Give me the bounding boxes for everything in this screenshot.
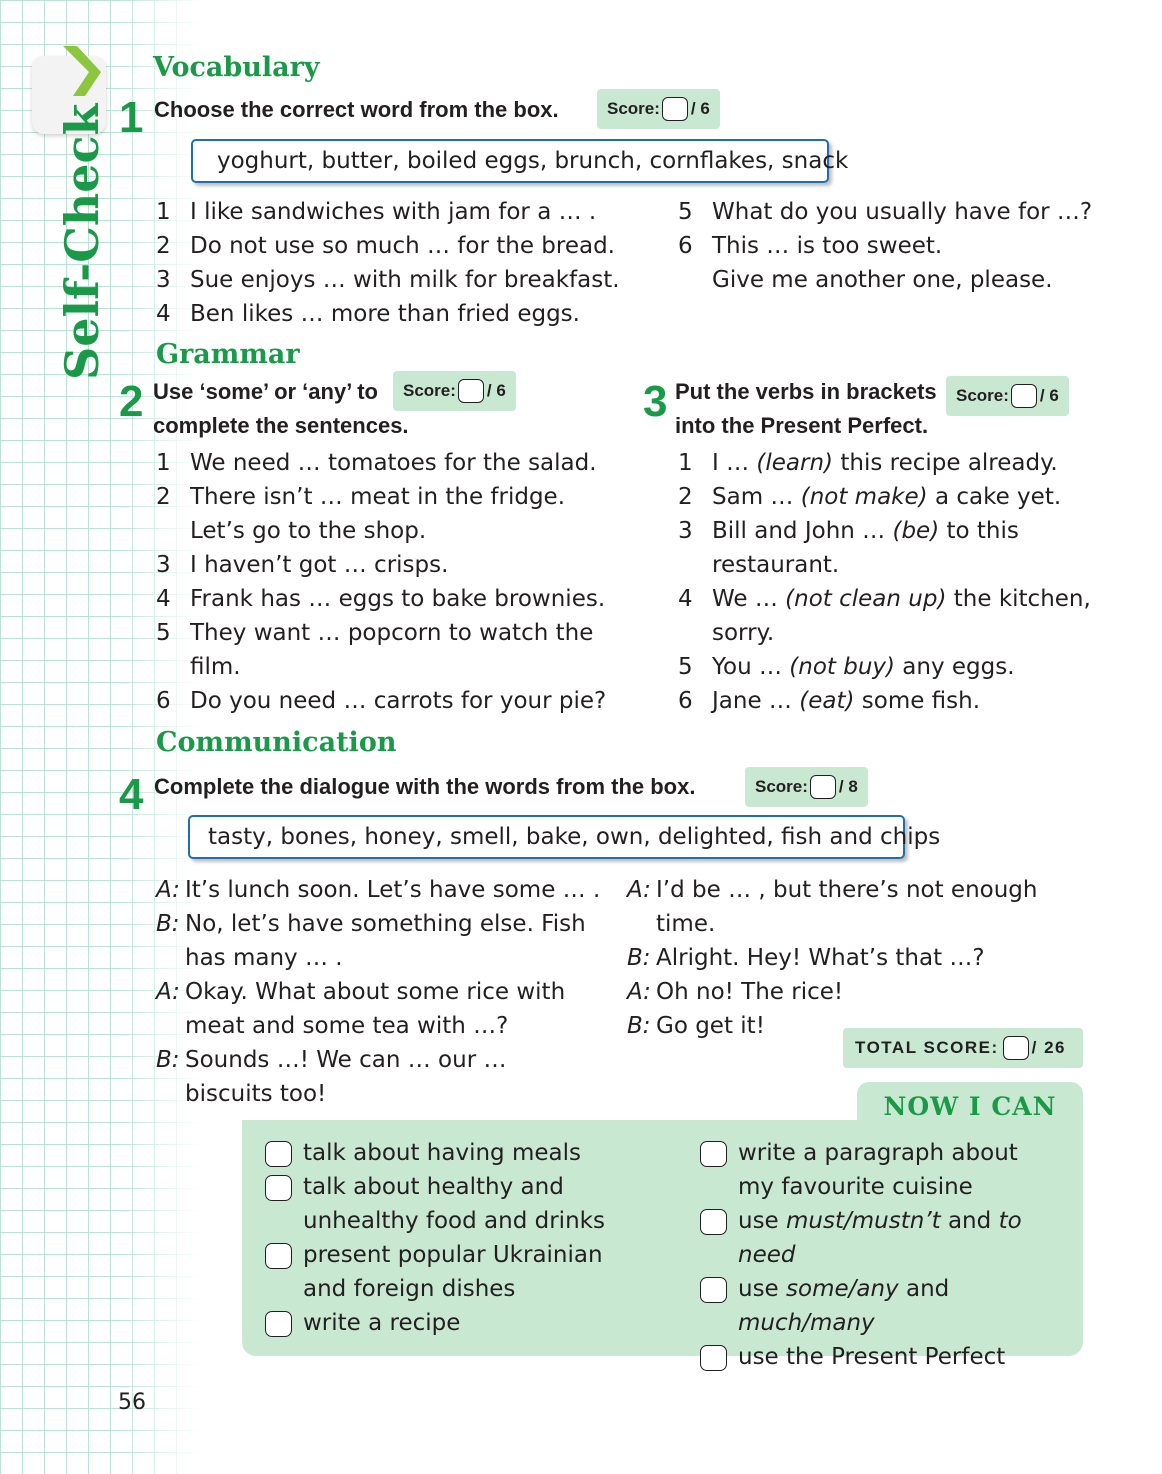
total-score-label: TOTAL SCORE: [855,1038,999,1057]
score-label: Score: [956,386,1009,405]
list-item: 6 Jane … (eat) some fish. [678,688,981,714]
exercise-number-2: 2 [119,377,144,426]
dialogue-line: A: I’d be … , but there’s not enough time. [627,877,1038,937]
score-box-4 [745,767,868,807]
score-label: Score: [403,381,456,400]
can-do-item: use some/any and much/many [700,1272,1080,1340]
dialogue-left [156,873,616,1111]
total-score-max: / 26 [1031,1038,1066,1057]
list-item: 4 Frank has … eggs to bake brownies. [156,586,606,612]
can-do-item: use the Present Perfect [700,1340,1080,1374]
dialogue-line: A: Oh no! The rice! [627,979,844,1005]
exercise-number-1: 1 [119,93,144,142]
grammar-heading: Grammar [156,339,300,370]
dialogue-right [627,873,1097,1043]
can-do-item: write a recipe [265,1306,685,1340]
score-box-2 [393,371,516,411]
word-box-4: tasty, bones, honey, smell, bake, own, delighted, fish and chips [188,815,905,859]
checkbox[interactable] [700,1277,727,1303]
exercise-2-list [156,446,626,718]
list-item: 1 We need … tomatoes for the salad. [156,450,597,476]
can-do-item: talk about healthy and unhealthy food and drinks [265,1170,685,1238]
self-check-label: Self-Check [55,103,109,380]
dialogue-line: A: It’s lunch soon. Let’s have some … . [156,877,601,903]
exercise-3-instruction: Put the verbs in brackets into the Present Perfect. [675,379,937,438]
list-item: 5 You … (not buy) any eggs. [678,654,1015,680]
checkbox[interactable] [700,1141,727,1167]
total-score-input[interactable] [1003,1036,1029,1060]
vocabulary-heading: Vocabulary [153,52,320,83]
score-input-1[interactable] [662,97,688,121]
score-input-2[interactable] [458,379,484,403]
list-item: 4 Ben likes … more than fried eggs. [156,301,580,327]
exercise-1-instruction: Choose the correct word from the box. [154,97,559,122]
list-item: 1 I … (learn) this recipe already. [678,450,1058,476]
page-number: 56 [118,1390,146,1415]
dialogue-line: A: Okay. What about some rice with meat and some tea with …? [156,979,566,1039]
list-item: 4 We … (not clean up) the kitchen, sorry. [678,586,1091,646]
now-i-can-title: NOW I CAN [857,1082,1083,1130]
can-do-item: talk about having meals [265,1136,685,1170]
checkbox[interactable] [700,1345,727,1371]
can-do-item: write a paragraph about my favourite cuisine [700,1136,1080,1204]
exercise-1-list-right [678,195,1098,297]
score-box-3 [946,376,1069,416]
score-input-3[interactable] [1011,384,1037,408]
can-do-item: present popular Ukrainian and foreign dishes [265,1238,685,1306]
score-label: Score: [607,99,660,118]
exercise-4-instruction: Complete the dialogue with the words from the box. [154,774,696,799]
score-max: / 6 [486,381,506,400]
list-item: 5 They want … popcorn to watch the film. [156,620,594,680]
communication-heading: Communication [156,727,397,758]
exercise-1-list-left [156,195,636,331]
list-item: 3 Sue enjoys … with milk for breakfast. [156,267,620,293]
list-item: 5 What do you usually have for …? [678,199,1093,225]
list-item: 1 I like sandwiches with jam for a … . [156,199,597,225]
checkbox[interactable] [265,1243,292,1269]
word-box-1: yoghurt, butter, boiled eggs, brunch, cornflakes, snack [191,139,829,183]
now-i-can-right-column [700,1136,1080,1374]
now-i-can-left-column [265,1136,685,1340]
list-item: 3 Bill and John … (be) to this restaurant. [678,518,1019,578]
checkbox[interactable] [265,1141,292,1167]
score-box-1 [597,89,720,129]
exercise-3-list [678,446,1098,718]
list-item: 2 Sam … (not make) a cake yet. [678,484,1062,510]
total-score-box [843,1028,1083,1068]
score-max: / 6 [1039,386,1059,405]
checkbox[interactable] [265,1175,292,1201]
exercise-number-4: 4 [119,770,144,819]
score-max: / 6 [690,99,710,118]
dialogue-line: B: Go get it! [627,1013,765,1039]
list-item: 3 I haven’t got … crisps. [156,552,449,578]
list-item: 2 There isn’t … meat in the fridge. Let’s go to the shop. [156,484,566,544]
list-item: 6 This … is too sweet. Give me another one, please. [678,233,1053,293]
score-max: / 8 [838,777,858,796]
checkbox[interactable] [265,1311,292,1337]
dialogue-line: B: Alright. Hey! What’s that …? [627,945,985,971]
dialogue-line: B: Sounds …! We can … our … biscuits too! [156,1047,507,1107]
score-input-4[interactable] [810,775,836,799]
score-label: Score: [755,777,808,796]
dialogue-line: B: No, let’s have something else. Fish has many … . [156,911,586,971]
exercise-number-3: 3 [643,377,668,426]
list-item: 6 Do you need … carrots for your pie? [156,688,607,714]
checkbox[interactable] [700,1209,727,1235]
list-item: 2 Do not use so much … for the bread. [156,233,615,259]
exercise-2-instruction: Use ‘some’ or ‘any’ to complete the sentences. [153,379,409,438]
can-do-item: use must/mustn’t and to need [700,1204,1080,1272]
